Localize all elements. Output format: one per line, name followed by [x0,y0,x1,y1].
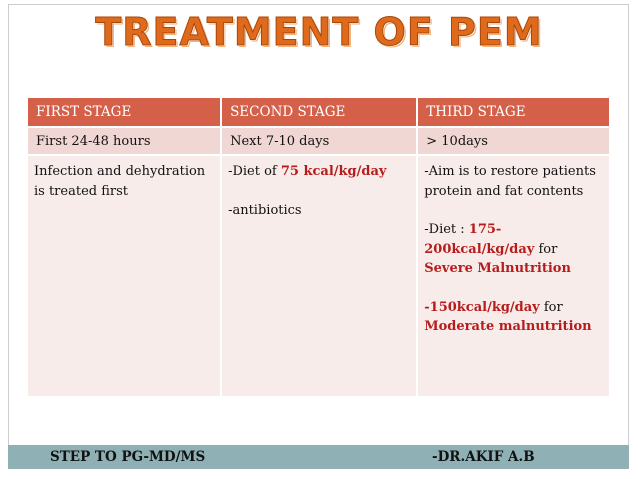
cell-second-duration: Next 7-10 days [222,128,416,154]
header-first-stage: FIRST STAGE [28,98,220,126]
footer-bar [8,445,629,469]
second-diet-value: 75 kcal/kg/day [280,164,387,179]
third-diet-prefix: -Diet : [424,222,469,237]
table-row-duration [28,128,609,154]
second-antibiotics: -antibiotics [228,202,302,218]
table-header-row [28,98,609,126]
third-diet-value: 175-200kcal/kg/day [424,222,535,257]
third-aim-text: -Aim is to restore patients protein and fat contents [424,164,596,199]
third-diet-condition: Severe Malnutrition [424,261,571,276]
second-diet-prefix: -Diet of [228,164,281,179]
third-moderate-condition: Moderate malnutrition [424,319,592,334]
cell-first-duration: First 24-48 hours [28,128,220,154]
slide-title: TREATMENT OF PEM [95,10,543,54]
cell-second-treatment [222,156,416,396]
third-moderate-value: -150kcal/kg/day [424,299,540,315]
first-stage-text: Infection and dehydration is treated first [34,164,206,199]
treatment-table [26,96,611,398]
cell-third-treatment [418,156,609,396]
header-second-stage: SECOND STAGE [222,98,416,126]
table-row-treatment [28,156,609,396]
cell-third-duration: > 10days [418,128,609,154]
header-third-stage: THIRD STAGE [418,98,609,126]
footer-left-text: STEP TO PG-MD/MS [50,449,206,465]
footer-author: -DR.AKIF A.B [432,449,535,465]
cell-first-treatment [28,156,220,396]
third-diet-for: for [534,241,558,257]
third-moderate-for: for [539,299,563,315]
